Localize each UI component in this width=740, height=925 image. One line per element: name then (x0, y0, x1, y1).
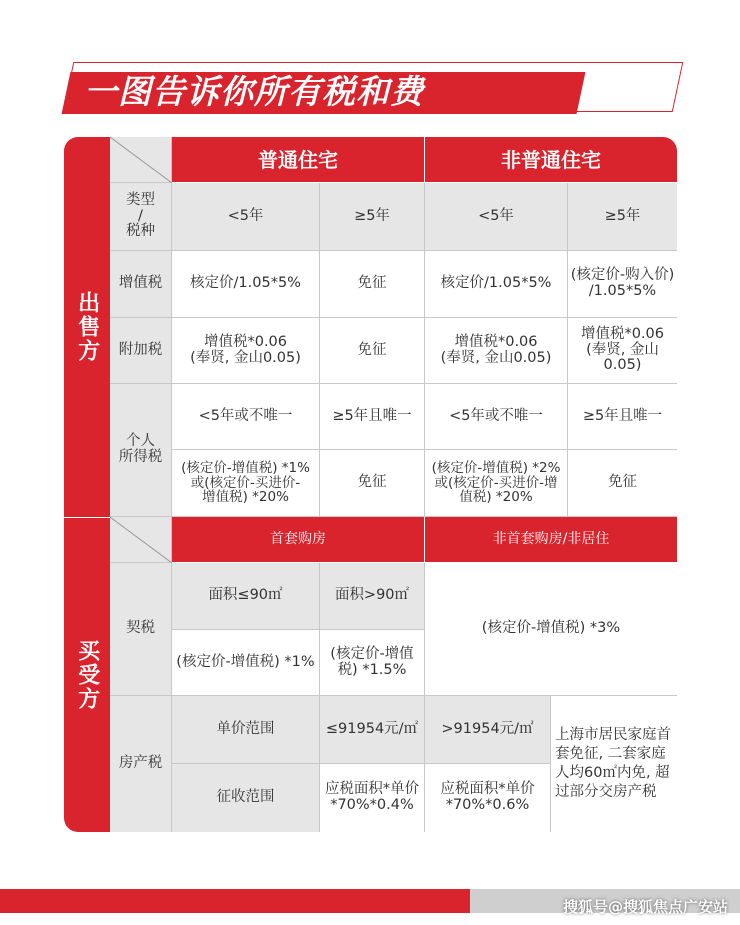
type-label-line: / (138, 207, 143, 224)
cell-line: 上海市居民家庭首 (555, 727, 671, 744)
vat-label: 增值税 (110, 251, 172, 318)
surcharge-label: 附加税 (110, 318, 172, 384)
income-cond-non-ge5: ≥5年且唯一 (568, 384, 677, 450)
cell-line: 过部分交房产税 (555, 783, 657, 800)
period-non-ge5: ≥5年 (568, 183, 677, 251)
cell-line: 税) *1.5% (337, 661, 407, 678)
buyer-header-corner (110, 517, 172, 563)
cell-line: (奉贤, 金山0.05) (586, 341, 659, 374)
surcharge-non-lt5 (425, 318, 568, 384)
income-non-lt5 (425, 450, 568, 517)
header-non-ordinary: 非普通住宅 (425, 137, 677, 183)
property-levy-range: 征收范围 (172, 764, 320, 832)
cell-line: *70%*0.4% (330, 797, 414, 813)
page-title: 一图告诉你所有税和费 (84, 72, 424, 111)
vat-non-ge5 (568, 251, 677, 318)
cell-line: (核定价-购入价) (570, 267, 675, 284)
surcharge-ord-ge5: 免征 (320, 318, 425, 384)
deed-area-gt90: 面积>90㎡ (320, 563, 425, 630)
property-low-value (320, 764, 425, 832)
section-seller-label: 出售方 (74, 291, 100, 363)
vat-ord-lt5: 核定价/1.05*5% (172, 251, 320, 318)
vat-ord-ge5: 免征 (320, 251, 425, 318)
property-high-value (425, 764, 551, 832)
income-cond-ord-lt5: <5年或不唯一 (172, 384, 320, 450)
period-ord-ge5: ≥5年 (320, 183, 425, 251)
diagonal-line (110, 517, 172, 563)
footer-strip-red (0, 889, 470, 913)
header-corner (110, 137, 172, 183)
tax-table (64, 137, 677, 832)
cell-line: 增值税*0.06 (454, 333, 538, 350)
property-tax-label: 房产税 (110, 696, 172, 832)
surcharge-non-ge5 (568, 318, 677, 384)
property-unit-range: 单价范围 (172, 696, 320, 764)
income-cond-ord-ge5: ≥5年且唯一 (320, 384, 425, 450)
cell-line: (奉贤, 金山0.05) (440, 349, 552, 366)
cell-line: (奉贤, 金山0.05) (190, 349, 301, 366)
income-ord-lt5 (172, 450, 320, 517)
cell-line: 或(核定价-买进价- (190, 474, 301, 491)
cell-line: 应税面积*单价 (324, 781, 420, 798)
cell-line: 值税) *20% (459, 489, 533, 506)
cell-line: (核定价-增值税) *1% (181, 459, 310, 476)
deed-non-first: (核定价-增值税) *3% (425, 563, 677, 696)
cell-line: *70%*0.6% (445, 797, 530, 813)
section-buyer (64, 517, 110, 832)
property-low-range: ≤91954元/㎡ (320, 696, 425, 764)
cell-line: 人均60㎡内免, 超 (555, 765, 670, 781)
cell-line: 应税面积*单价 (440, 781, 535, 798)
cell-line: (核定价-增值 (330, 645, 414, 662)
cell-line: 套免征, 二套家庭 (555, 746, 666, 763)
income-ord-ge5: 免征 (320, 450, 425, 517)
deed-gt90-value (320, 630, 425, 696)
type-label-line: 税种 (126, 223, 155, 240)
diagonal-line (110, 137, 172, 183)
surcharge-ord-lt5 (172, 318, 320, 384)
income-cond-non-lt5: <5年或不唯一 (425, 384, 568, 450)
deed-tax-label: 契税 (110, 563, 172, 696)
header-first-home: 首套购房 (172, 517, 425, 563)
period-ord-lt5: <5年 (172, 183, 320, 251)
deed-area-le90: 面积≤90㎡ (172, 563, 320, 630)
section-buyer-label: 买受方 (74, 639, 100, 711)
income-non-ge5: 免征 (568, 450, 677, 517)
property-high-range: >91954元/㎡ (425, 696, 551, 764)
type-label (110, 183, 172, 251)
type-label-line: 类型 (126, 191, 155, 208)
section-seller (64, 137, 110, 517)
header-non-first-home: 非首套购房/非居住 (425, 517, 677, 563)
cell-line: 增值税*0.06 (580, 325, 665, 342)
cell-line: 增值税) *20% (202, 489, 289, 506)
cell-line: 所得税 (118, 449, 163, 465)
cell-line: 个人 (126, 433, 155, 450)
deed-le90-value: (核定价-增值税) *1% (172, 630, 320, 696)
header-ordinary: 普通住宅 (172, 137, 425, 183)
cell-line: 或(核定价-买进价-增 (434, 474, 558, 491)
cell-line: 增值税*0.06 (203, 333, 288, 350)
vat-non-lt5: 核定价/1.05*5% (425, 251, 568, 318)
property-note (551, 696, 677, 832)
watermark: 搜狐号@搜狐焦点广安站 (562, 898, 728, 916)
income-tax-label (110, 384, 172, 517)
period-non-lt5: <5年 (425, 183, 568, 251)
cell-line: (核定价-增值税) *2% (431, 459, 561, 476)
cell-line: /1.05*5% (588, 283, 657, 299)
